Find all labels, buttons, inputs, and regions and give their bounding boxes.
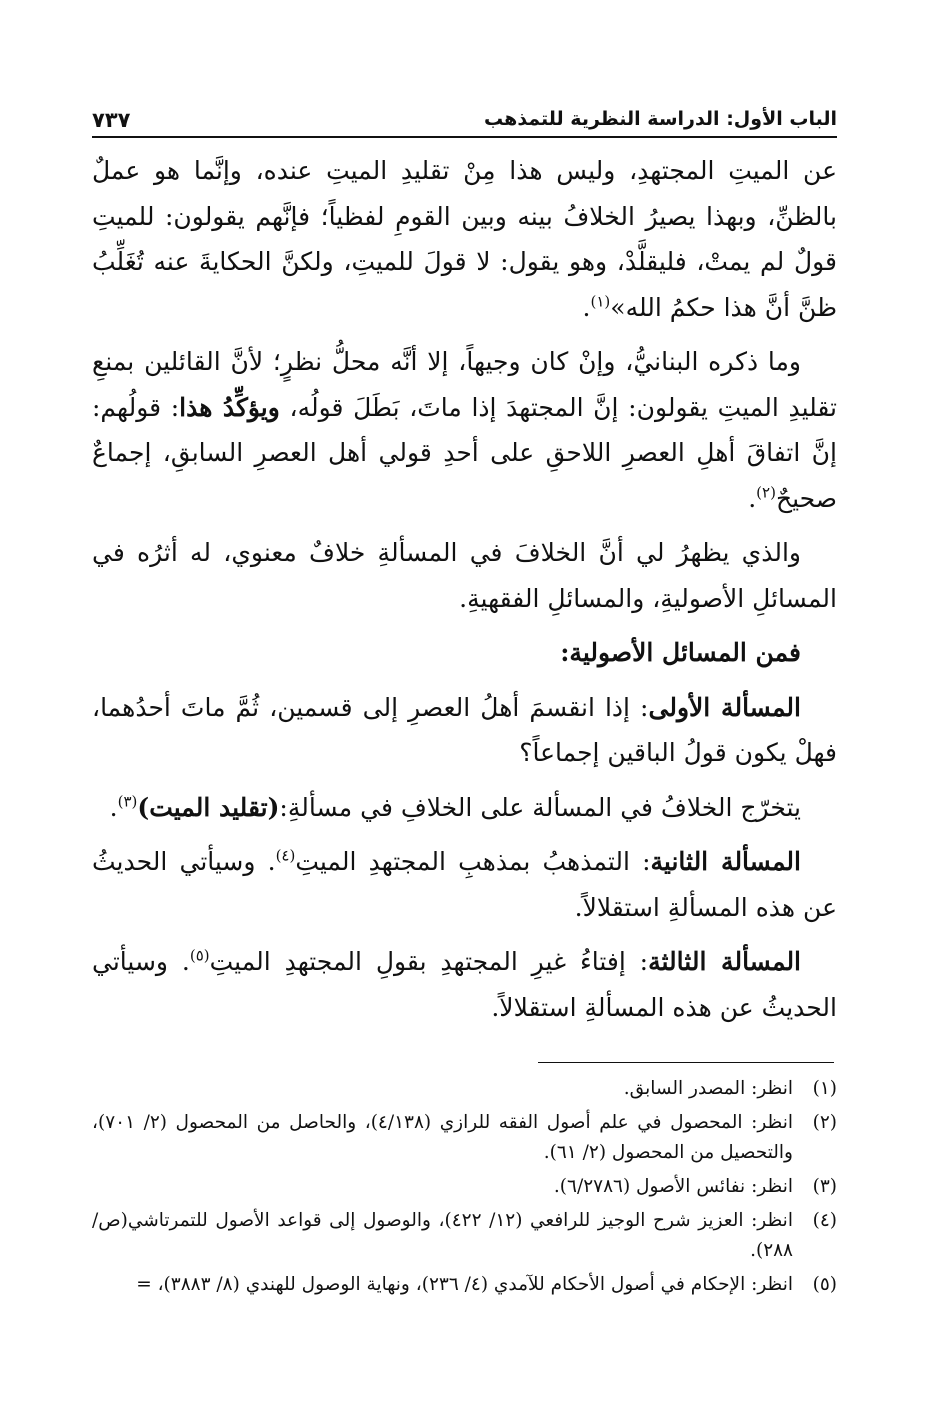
paragraph-1-end: . (582, 292, 591, 322)
issue-2-label: المسألة الثانية (650, 847, 801, 876)
page-number: ٧٣٧ (92, 108, 131, 132)
paragraph-2-text-b: : قولُهم: إنَّ اتفاقَ أهلِ العصرِ اللاحقِ على أحدِ قولي أهل العصرِ السابقِ، إجماعٌ صحيحٌ (92, 392, 837, 513)
paragraph-3-text: والذي يظهرُ لي أنَّ الخلافَ في المسألةِ خلافٌ معنوي، له أثرُه في المسائلِ الأصوليةِ، والمسائلِ الفقهيةِ. (92, 538, 837, 613)
paragraph-6-text: يتخرّج الخلافُ في المسألة على الخلافِ في مسألةِ: (279, 792, 801, 822)
footnotes (92, 1074, 837, 1304)
footnote-number: (٤) (812, 1210, 837, 1231)
paragraph-6-bold: (تقليد الميت) (137, 792, 280, 822)
paragraph-2-bold: ويؤكِّدُ هذا (179, 392, 280, 422)
footnote-ref-2: (٢) (756, 483, 776, 502)
issue-2 (92, 839, 837, 930)
footnote-ref-1: (١) (590, 292, 611, 311)
paragraph-2-end: . (748, 483, 757, 513)
footnote-item (92, 1108, 837, 1168)
page-header (92, 92, 837, 138)
footnote-text: انظر: المحصول في علم أصول الفقه للرازي (٤/١٣٨)، والحاصل من المحصول (٢/ ٧٠١)، والتحصيل من المحصول (٢/ ٦١). (92, 1112, 793, 1163)
footnote-text: انظر: الإحكام في أصول الأحكام للآمدي (٤/ ٢٣٦)، ونهاية الوصول للهندي (٨/ ٣٨٨٣)، = (136, 1274, 793, 1295)
footnote-item (92, 1270, 837, 1300)
footnote-item (92, 1206, 837, 1266)
footnote-number: (٥) (812, 1274, 837, 1295)
issue-3 (92, 939, 837, 1030)
issue-1-label: المسألة الأولى (648, 692, 801, 722)
issue-3-label: المسألة الثالثة (648, 947, 802, 976)
issue-3-text-b: . وسيأتي الحديثُ عن هذه المسألةِ استقلالاً. (92, 947, 837, 1022)
footnote-number: (٣) (812, 1176, 837, 1197)
footnote-ref-3: (٣) (117, 792, 138, 811)
issue-2-text: : التمذهبُ بمذهبِ المجتهدِ الميتِ (295, 847, 651, 876)
main-text (92, 148, 837, 1039)
issue-1 (92, 685, 837, 776)
paragraph-1-text: عن الميتِ المجتهدِ، وليس هذا مِنْ تقليدِ الميتِ عنده، وإنَّما هو عملٌ بالظنِّ، وبهذا يصيرُ الخلافُ بينه وبين القومِ لفظياً؛ فإنَّهم يقولون: للميتِ قولٌ لم يمتْ، فليقلَّدْ، وهو يقول: لا قولَ للميتِ، ولكنَّ الحكايةَ عنه تُغَلِّبُ ظنَّ أنَّ هذا حكمُ الله» (92, 156, 837, 322)
issue-3-text: : إفتاءُ غيرِ المجتهدِ بقولِ المجتهدِ الميتِ (209, 947, 649, 976)
footnote-number: (١) (812, 1078, 837, 1099)
paragraph-2-text-a: وما ذكره البنانيُّ، وإنْ كان وجيهاً، إلا أنَّه محلُّ نظرٍ؛ لأنَّ القائلين بمنعِ تقليدِ الميتِ يقولون: إنَّ المجتهدَ إذا ماتَ، بَطَلَ قولُه، (92, 347, 837, 422)
footnote-text: انظر: نفائس الأصول (٦/٢٧٨٦). (553, 1176, 793, 1197)
paragraph-3 (92, 530, 837, 621)
section-heading-text: فمن المسائل الأصولية: (560, 638, 801, 667)
footnote-ref-4: (٤) (275, 846, 296, 865)
footnote-divider (538, 1062, 834, 1063)
issue-2-text-b: . وسيأتي الحديثُ عن هذه المسألةِ استقلالاً. (92, 847, 837, 922)
footnote-number: (٢) (812, 1112, 837, 1133)
running-head: الباب الأول: الدراسة النظرية للتمذهب (484, 108, 837, 130)
issue-1-text: : إذا انقسمَ أهلُ العصرِ إلى قسمين، ثُمَّ ماتَ أحدُهما، فهلْ يكون قولُ الباقين إجماعاً؟ (92, 692, 837, 767)
footnote-item (92, 1074, 837, 1104)
section-heading (92, 630, 837, 676)
paragraph-6-end: . (109, 792, 118, 822)
footnote-ref-5: (٥) (189, 946, 210, 965)
footnote-text: انظر: المصدر السابق. (623, 1078, 793, 1099)
paragraph-1 (92, 148, 837, 330)
paragraph-6 (92, 785, 837, 831)
footnote-text: انظر: العزيز شرح الوجيز للرافعي (١٢/ ٤٢٢)، والوصول إلى قواعد الأصول للتمرتاشي(ص/ ٢٨٨). (92, 1210, 793, 1261)
paragraph-2 (92, 339, 837, 521)
footnote-item (92, 1172, 837, 1202)
